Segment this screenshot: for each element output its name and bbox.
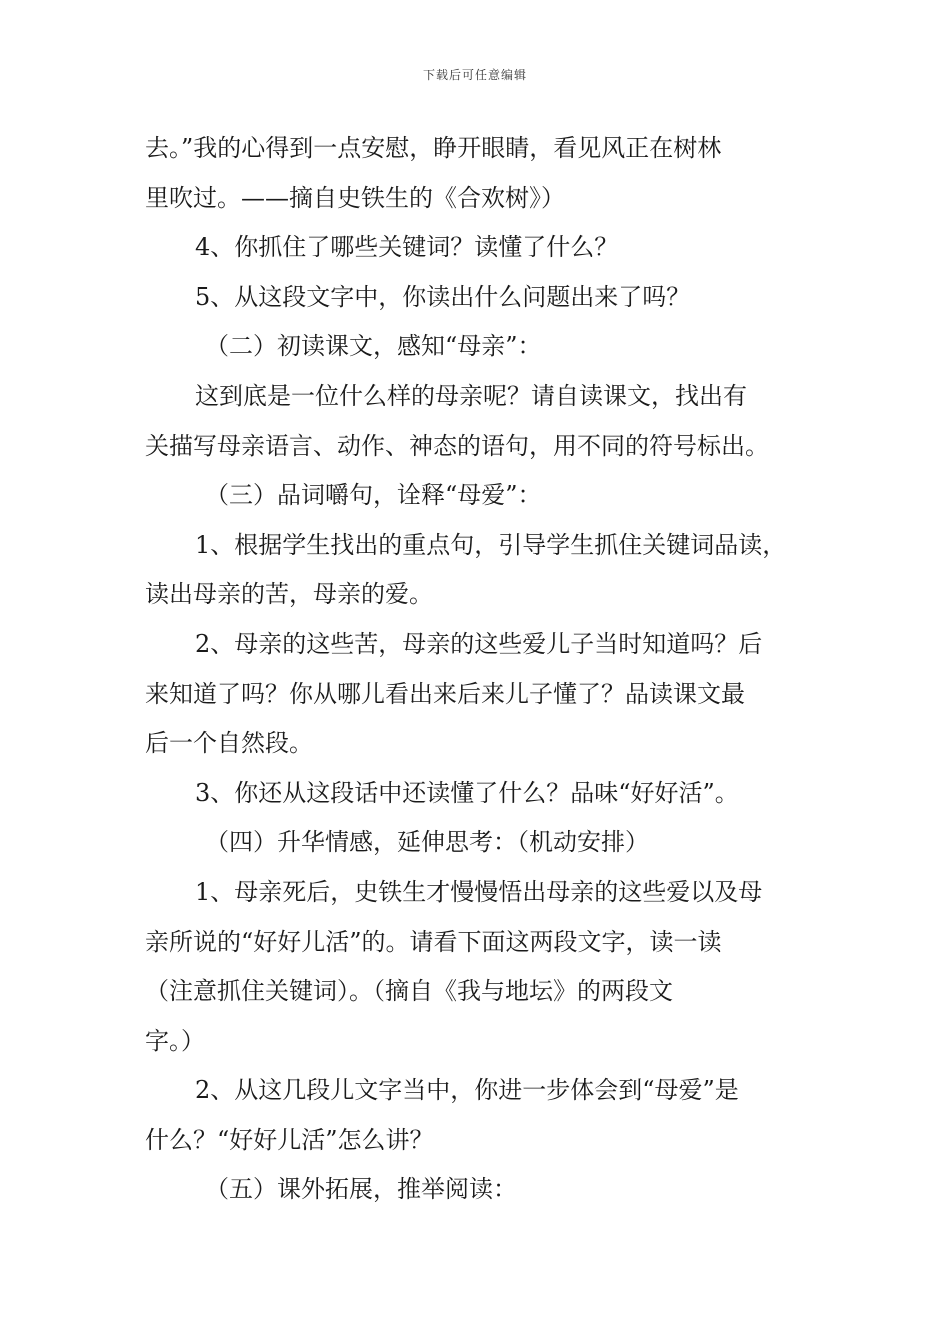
paragraph-line: 读出母亲的苦，母亲的爱。 bbox=[145, 580, 433, 609]
paragraph-line: 1、母亲死后，史铁生才慢慢悟出母亲的这些爱以及母 bbox=[195, 877, 763, 906]
document-body bbox=[145, 124, 809, 1215]
paragraph-line: 来知道了吗？你从哪儿看出来后来儿子懂了？品读课文最 bbox=[145, 679, 745, 708]
section-heading: （四）升华情感，延伸思考：（机动安排） bbox=[205, 828, 649, 857]
paragraph-line: 去。”我的心得到一点安慰，睁开眼睛，看见风正在树林 bbox=[145, 134, 722, 162]
section-heading: （三）品词嚼句，诠释“母爱”： bbox=[205, 481, 542, 510]
paragraph-line: 1、根据学生找出的重点句，引导学生抓住关键词品读， bbox=[195, 530, 787, 559]
section-heading: （二）初读课文，感知“母亲”： bbox=[205, 332, 542, 361]
paragraph-line: 2、从这几段儿文字当中，你进一步体会到“母爱”是 bbox=[195, 1076, 739, 1105]
paragraph-line: 4、你抓住了哪些关键词？读懂了什么？ bbox=[195, 233, 619, 262]
paragraph-line: 亲所说的“好好儿活”的。请看下面这两段文字，读一读 bbox=[145, 927, 722, 956]
paragraph-line: 这到底是一位什么样的母亲呢？请自读课文，找出有 bbox=[195, 381, 747, 410]
paragraph-line: （注意抓住关键词）。（摘自《我与地坛》的两段文 bbox=[145, 977, 673, 1006]
paragraph-line: 什么？“好好儿活”怎么讲？ bbox=[145, 1125, 434, 1154]
paragraph-line: 3、你还从这段话中还读懂了什么？品味“好好活”。 bbox=[195, 778, 739, 807]
paragraph-line: 2、母亲的这些苦，母亲的这些爱儿子当时知道吗？后 bbox=[195, 629, 763, 658]
paragraph-line: 5、从这段文字中，你读出什么问题出来了吗？ bbox=[195, 282, 691, 311]
page-header: 下载后可任意编辑 bbox=[422, 68, 527, 82]
paragraph-line: 关描写母亲语言、动作、神态的语句，用不同的符号标出。 bbox=[145, 431, 769, 460]
paragraph-line: 里吹过。——摘自史铁生的《合欢树》） bbox=[145, 183, 565, 212]
paragraph-line: 字。） bbox=[145, 1026, 205, 1055]
section-heading: （五）课外拓展，推举阅读： bbox=[205, 1175, 517, 1204]
paragraph-line: 后一个自然段。 bbox=[145, 729, 313, 758]
